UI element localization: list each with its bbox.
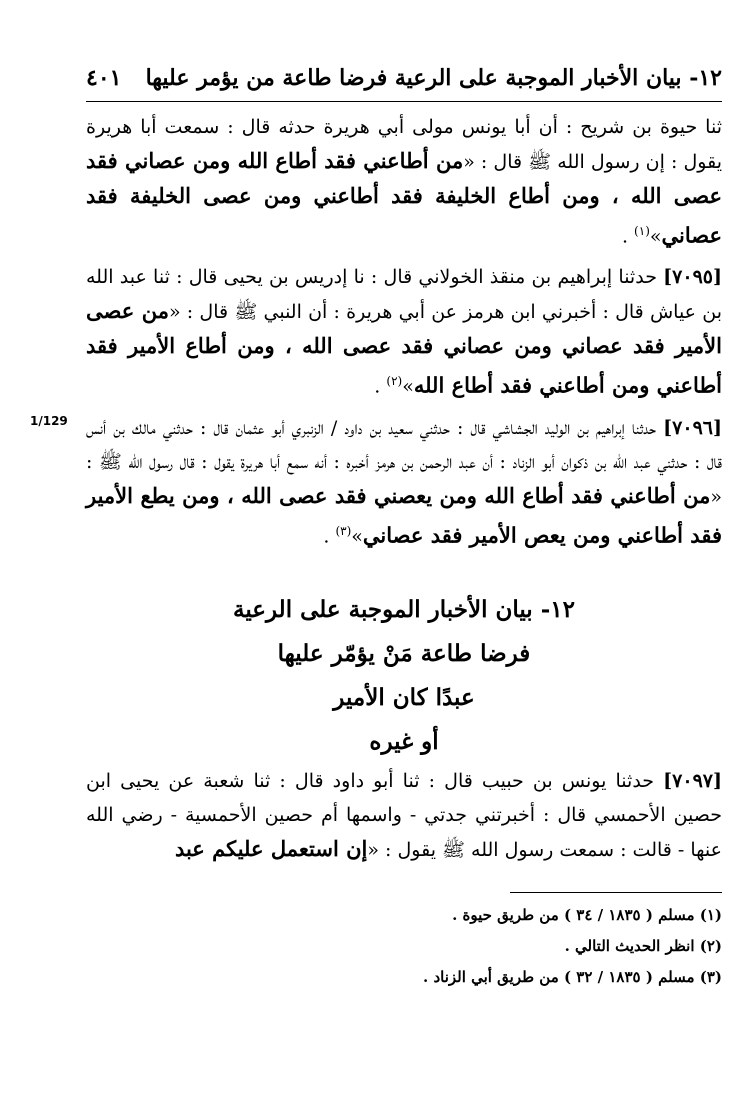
- paragraph-3-end: .: [323, 524, 336, 547]
- paragraph-1-close-quote: »: [649, 225, 662, 248]
- footnote-1: (١) مسلم ( ١٨٣٥ / ٣٤ ) من طريق حيوة .: [452, 906, 722, 924]
- paragraph-1-text: ثنا حيوة بن شريح : أن أبا يونس مولى أبي هريرة حدثه قال : سمعت أبا هريرة يقول : إن رسول الله ﷺ قال : «: [86, 116, 722, 173]
- footnote-marker-2: (٢): [386, 374, 403, 389]
- paragraph-1: [86, 110, 722, 253]
- section-heading-line-3: عبدًا كان الأمير: [333, 684, 475, 711]
- footnote-marker-1: (١): [634, 224, 650, 238]
- hadith-number-7097: [٧٠٩٧]: [663, 770, 722, 792]
- page-header: [86, 58, 722, 98]
- paragraph-4-text: حدثنا يونس بن حبيب قال : ثنا أبو داود قال : ثنا شعبة عن يحيى ابن حصين الأحمسي قال : أخبرتني جدتي - واسمها أم حصين الأحمسية - رضي الله عنها - قالت : سمعت رسول الله ﷺ يقول : «: [86, 770, 722, 861]
- paragraph-2-hadith: من عصى الأمير فقد عصاني ومن عصاني فقد عصى الله ، ومن أطاع الأمير فقد أطاعني ومن أطاعني فقد أطاع الله: [86, 298, 722, 398]
- hadith-number-7095: [٧٠٩٥]: [663, 266, 722, 289]
- section-heading-line-1: ١٢- بيان الأخبار الموجبة على الرعية: [233, 596, 575, 623]
- paragraph-4-hadith: إن استعمل عليكم عبد: [174, 836, 368, 861]
- paragraph-3-text: حدثنا إبراهيم بن الوليد الجشاشي قال : حدثني سعيد بن داود / الزنبري أبو عثمان قال : حدثني مالك بن أنس قال : حدثني عبد الله بن ذكوان أبو الزناد : أن عبد الرحمن بن هرمز أخبره : أنه سمع أبا هريرة يقول : قال رسول الله ﷺ : «: [86, 416, 722, 508]
- running-title: ١٢- بيان الأخبار الموجبة على الرعية فرضا طاعة من يؤمر عليها: [145, 65, 722, 91]
- section-heading-line-2: فرضا طاعة مَنْ يؤمّر عليها: [277, 640, 531, 667]
- margin-reference: 1/129: [30, 414, 68, 428]
- main-text-continued: [86, 764, 722, 874]
- paragraph-2-close-quote: »: [402, 375, 414, 398]
- main-text: [86, 110, 722, 560]
- footnote-3: (٣) مسلم ( ١٨٣٥ / ٣٢ ) من طريق أبي الزناد .: [423, 968, 722, 986]
- paragraph-2-end: .: [374, 375, 387, 398]
- paragraph-3: [86, 411, 722, 553]
- footnote-2: (٢) انظر الحديث التالي .: [564, 937, 722, 955]
- header-rule: [86, 101, 722, 102]
- paragraph-3-hadith: من أطاعني فقد أطاع الله ومن يعصني فقد عصى الله ، ومن يطع الأمير فقد أطاعني ومن يعص الأمير فقد عصاني: [86, 482, 722, 547]
- footnote-marker-3: (٣): [335, 523, 352, 538]
- section-heading-line-4: أو غيره: [369, 728, 439, 755]
- paragraph-1-end: .: [621, 225, 635, 248]
- paragraph-2-text: حدثنا إبراهيم بن منقذ الخولاني قال : نا إدريس بن يحيى قال : ثنا عبد الله بن عياش قال : أخبرني ابن هرمز عن أبي هريرة : أن النبي ﷺ قال : «: [86, 266, 722, 324]
- paragraph-1-hadith: من أطاعني فقد أطاع الله ومن عصاني فقد عصى الله ، ومن أطاع الخليفة فقد أطاعني ومن عصى الخليفة فقد عصاني: [86, 148, 722, 248]
- paragraph-3-close-quote: »: [351, 524, 363, 547]
- footnote-rule: [510, 892, 722, 893]
- section-heading: [86, 588, 722, 764]
- footnotes: [86, 900, 722, 993]
- paragraph-2: [86, 260, 722, 403]
- page-number: ٤٠١: [86, 65, 122, 91]
- hadith-number-7096: [٧٠٩٦]: [663, 416, 722, 439]
- paragraph-4: [86, 764, 722, 867]
